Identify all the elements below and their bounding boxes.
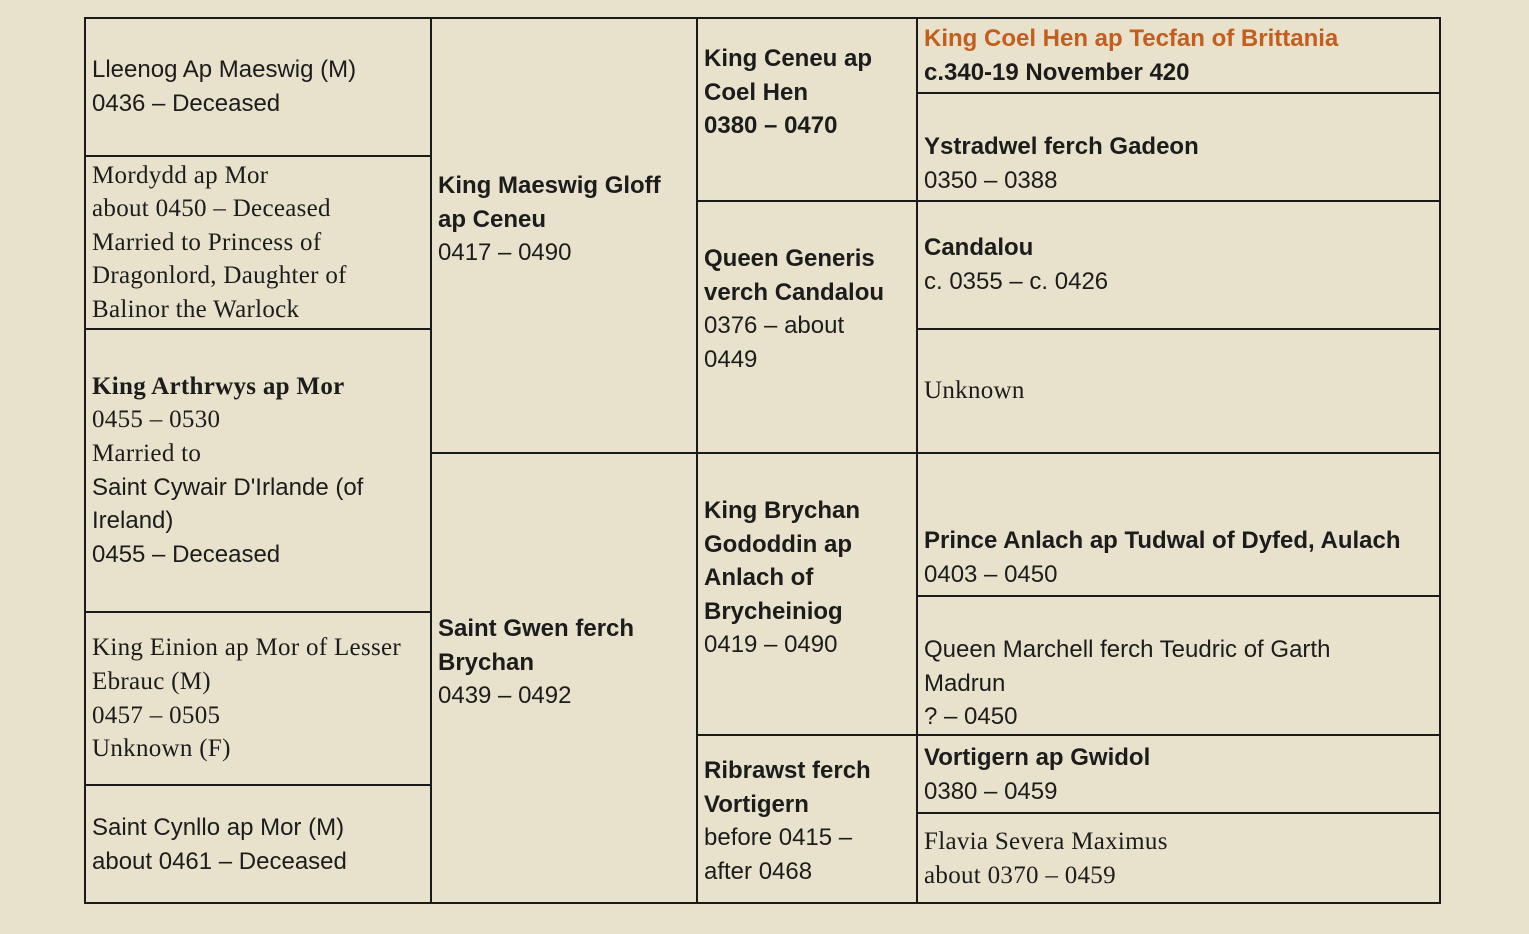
person-dates: c.340-19 November 420 <box>924 58 1190 86</box>
person-name: Flavia Severa Maximus <box>924 828 1168 856</box>
person-name: Queen Marchell ferch Teudric of Garth <box>924 636 1331 663</box>
person-unknown <box>918 330 1441 452</box>
marriage-note: Dragonlord, Daughter of <box>92 262 347 290</box>
person-dates: 0380 – 0470 <box>704 112 838 140</box>
person-generis <box>698 202 916 452</box>
person-ceneu <box>698 19 916 200</box>
person-name: Mordydd ap Mor <box>92 161 269 189</box>
person-name: Madrun <box>924 669 1006 697</box>
marriage-note: Married to Princess of <box>92 228 322 256</box>
person-name: Vortigern ap Gwidol <box>924 744 1151 771</box>
person-name: ap Ceneu <box>438 205 547 233</box>
person-vortigern <box>918 736 1441 812</box>
spouse-name: Ireland) <box>92 507 174 535</box>
person-dates: 0417 – 0490 <box>438 239 572 267</box>
person-name: King Ceneu ap <box>704 45 873 72</box>
person-name: Saint Gwen ferch <box>438 615 635 642</box>
person-dates: about 0461 – Deceased <box>92 848 347 875</box>
person-einion <box>86 613 430 784</box>
person-name: King Arthrwys ap Mor <box>92 372 345 400</box>
person-name: King Einion ap Mor of Lesser <box>92 634 402 662</box>
person-name: King Maeswig Gloff <box>438 172 661 199</box>
person-name: Lleenog Ap Maeswig (M) <box>92 56 357 84</box>
person-marchell <box>918 597 1441 734</box>
person-cynllo <box>86 786 430 904</box>
person-dates: 0449 <box>704 345 758 373</box>
person-name: Anlach of <box>704 564 814 592</box>
person-name: King Coel Hen ap Tecfan of Brittania <box>924 25 1339 52</box>
spouse-name: Saint Cywair D'Irlande (of <box>92 473 364 501</box>
person-dates: c. 0355 – c. 0426 <box>924 268 1109 295</box>
person-name: Brycheiniog <box>704 597 843 625</box>
person-dates: before 0415 – <box>704 824 853 852</box>
person-dates: 0439 – 0492 <box>438 682 572 710</box>
person-brychan <box>698 454 916 734</box>
person-name: Brychan <box>438 648 535 676</box>
person-lleenog <box>86 19 430 155</box>
person-dates: 0436 – Deceased <box>92 90 281 117</box>
person-maeswig <box>432 19 696 452</box>
person-dates: ? – 0450 <box>924 703 1018 731</box>
person-name: Ebrauc (M) <box>92 667 211 695</box>
person-anlach <box>918 454 1441 595</box>
person-arthrwys <box>86 330 430 611</box>
person-dates: about 0370 – 0459 <box>924 862 1116 889</box>
person-dates: 0455 – 0530 <box>92 406 221 434</box>
person-name: Saint Cynllo ap Mor (M) <box>92 814 345 842</box>
person-name: Prince Anlach ap Tudwal of Dyfed, Aulach <box>924 527 1401 554</box>
person-name: Unknown <box>924 377 1025 405</box>
marriage-note: Married to <box>92 439 202 467</box>
person-name: verch Candalou <box>704 278 885 306</box>
person-dates: 0350 – 0388 <box>924 166 1058 194</box>
spouse-name: Unknown (F) <box>92 735 231 763</box>
family-tree-table <box>84 17 1441 904</box>
person-name: Gododdin ap <box>704 530 852 558</box>
person-dates: 0380 – 0459 <box>924 777 1058 805</box>
person-dates: 0376 – about <box>704 312 845 340</box>
person-dates: about 0450 – Deceased <box>92 195 331 223</box>
person-name: Coel Hen <box>704 78 809 106</box>
person-name: Candalou <box>924 234 1034 262</box>
person-ystradwel <box>918 94 1441 200</box>
person-name: Vortigern <box>704 790 809 818</box>
person-dates: 0457 – 0505 <box>92 701 221 729</box>
person-ribrawst <box>698 736 916 904</box>
person-dates: after 0468 <box>704 857 813 885</box>
person-name: Queen Generis <box>704 245 875 272</box>
person-mordydd <box>86 157 430 328</box>
person-candalou <box>918 202 1441 328</box>
marriage-note: Balinor the Warlock <box>92 295 300 323</box>
person-dates: 0419 – 0490 <box>704 631 838 659</box>
spouse-dates: 0455 – Deceased <box>92 540 281 568</box>
person-name: King Brychan <box>704 497 861 524</box>
person-flavia <box>918 814 1441 904</box>
person-name: Ystradwel ferch Gadeon <box>924 133 1199 160</box>
person-coel-hen <box>918 19 1441 92</box>
person-name: Ribrawst ferch <box>704 757 871 784</box>
person-dates: 0403 – 0450 <box>924 560 1058 588</box>
person-gwen <box>432 454 696 904</box>
